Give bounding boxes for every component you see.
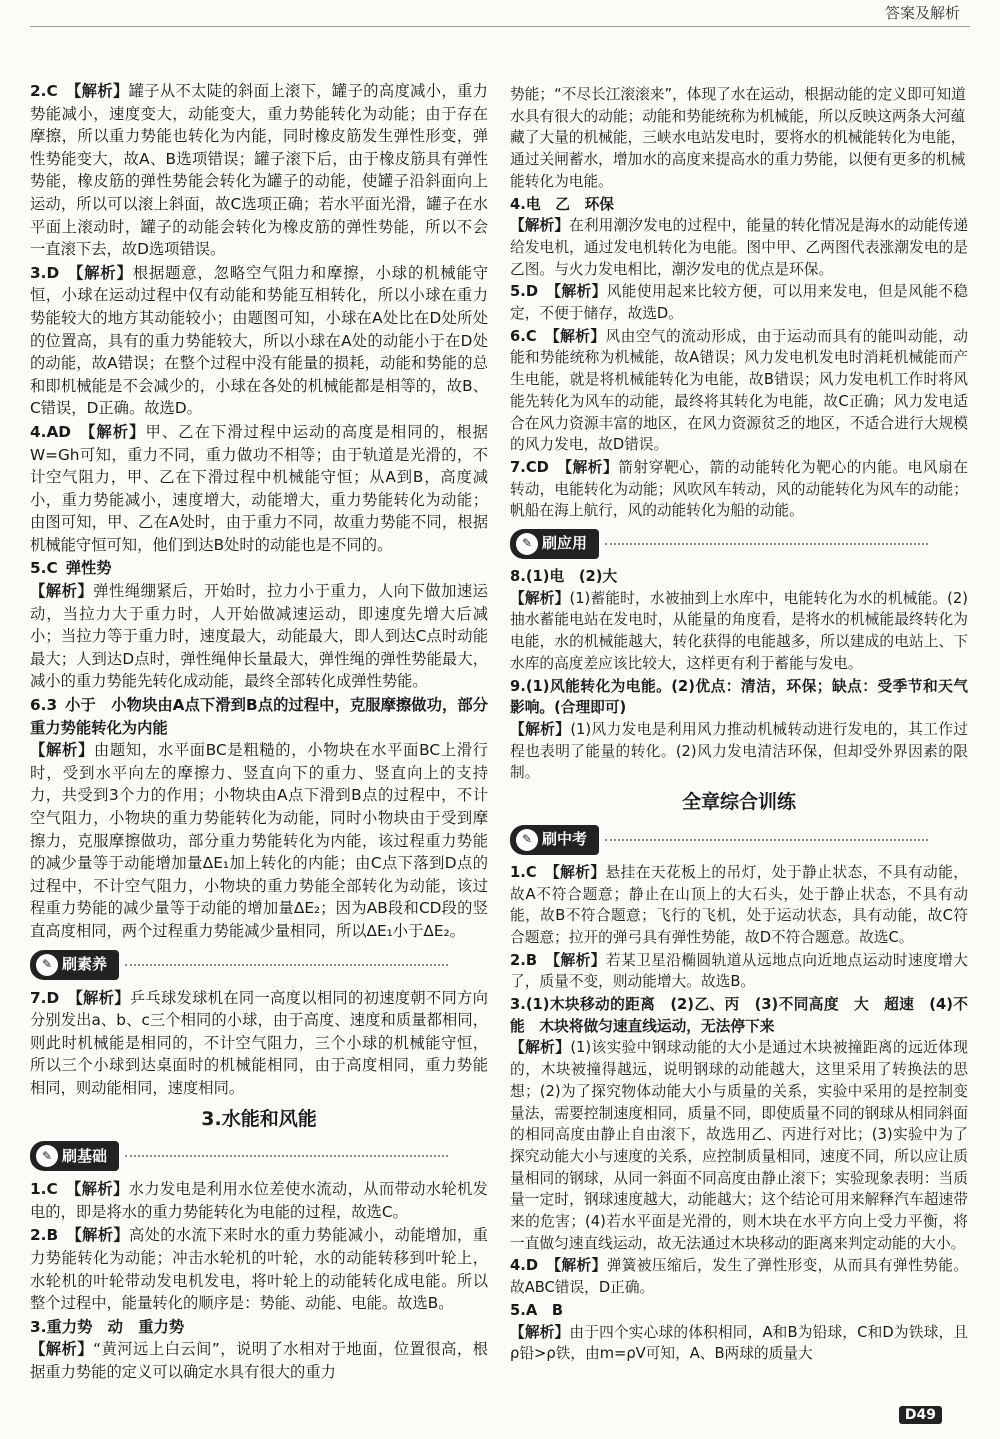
answer-choice: C bbox=[525, 327, 537, 345]
answer-body bbox=[510, 1300, 968, 1365]
answer-choice: D bbox=[525, 283, 539, 301]
banner-badge bbox=[510, 825, 599, 855]
answer-item bbox=[510, 326, 968, 456]
analysis-text: 箭射穿靶心，箭的动能转化为靶心的内能。电风扇在转动，电能转化为动能；风吹风车转动，风的动能转化为风车的动能；帆船在海上航行，风的动能转化为船的动能。 bbox=[510, 458, 968, 520]
banner-label: 刷应用 bbox=[542, 534, 588, 553]
banner-dotted-rule bbox=[125, 1155, 448, 1157]
analysis-tag: 【解析】 bbox=[544, 863, 606, 881]
answer-item bbox=[30, 262, 488, 420]
analysis-tag: 【解析】 bbox=[30, 741, 94, 760]
question-number: 8. bbox=[510, 568, 526, 586]
question-number: 4. bbox=[510, 195, 526, 213]
answer-item bbox=[510, 566, 968, 675]
answer-choice: 3 bbox=[46, 696, 58, 715]
analysis-text: 高处的水流下来时水的重力势能减小，动能增加，重力势能转化为动能；冲击水轮机的叶轮，水的动能转移到叶轮上，水轮机的叶轮带动发电机发电，将叶轮上的动能转化成电能。所以整个过程中，能量转化的顺序是：势能、动能、电能。故选B。 bbox=[30, 1226, 488, 1313]
answer-body bbox=[510, 326, 968, 456]
question-number: 2. bbox=[30, 1226, 47, 1245]
question-number: 3. bbox=[30, 263, 47, 282]
answer-item bbox=[30, 694, 488, 943]
answer-body bbox=[30, 987, 488, 1100]
banner-label: 刷基础 bbox=[62, 1146, 108, 1165]
answer-choice: C bbox=[46, 82, 58, 100]
analysis-text: 水力发电是利用水位差使水流动，从而带动水轮机发电的，即是将水的重力势能转化为电能的过程，故选C。 bbox=[30, 1180, 488, 1221]
section-title: 全章综合训练 bbox=[681, 791, 796, 814]
analysis-text: 乒乓球发球机在同一高度以相同的初速度朝不同方向分别发出a、b、c三个相同的小球，由于高度、速度和质量都相同，则此时机械能是相同的，不计空气阻力，三个小球的机械能守恒，所以三个小球到达桌面时的机械能相同，由于高度相同，重力势能相同，则动能相同，速度相同。 bbox=[30, 988, 488, 1097]
answer-item bbox=[510, 1255, 968, 1298]
answer-body bbox=[30, 80, 488, 261]
answer-choice: C bbox=[46, 1180, 58, 1199]
answer-item bbox=[30, 557, 488, 693]
analysis-tag: 【解析】 bbox=[510, 217, 570, 235]
question-number: 1. bbox=[30, 1180, 47, 1199]
analysis-tag: 【解析】 bbox=[546, 283, 607, 301]
analysis-tag: 【解析】 bbox=[510, 589, 570, 607]
analysis-text: 悬挂在天花板上的吊灯，处于静止状态，不具有动能，故A不符合题意；静止在山顶上的大石头，处于静止状态，不具有动能，故B不符合题意；飞行的飞机，处于运动状态，具有动能，故C符合题意；拉开的弹弓具有弹性势能，故D不符合题意。故选C。 bbox=[510, 863, 968, 946]
answer-body bbox=[30, 1316, 488, 1384]
analysis-text: 在利用潮汐发电的过程中，能量的转化情况是海水的动能传递给发电机，通过发电机转化为电能。图中甲、乙两图代表涨潮发电的是乙图。与火力发电相比，潮汐发电的优点是环保。 bbox=[510, 217, 968, 278]
answer-body bbox=[510, 566, 968, 675]
section-banner bbox=[30, 1138, 488, 1174]
answer-choice: C bbox=[46, 559, 58, 578]
answer-body bbox=[30, 262, 488, 420]
answer-item bbox=[510, 950, 968, 993]
analysis-text: 弹簧被压缩后，发生了弹性形变，从而具有弹性势能。故ABC错误，D正确。 bbox=[510, 1257, 968, 1297]
answer-choice: C bbox=[525, 863, 537, 881]
analysis-tag: 【解析】 bbox=[65, 82, 129, 100]
banner-badge bbox=[510, 529, 599, 559]
answer-body bbox=[510, 457, 968, 522]
answer-item bbox=[30, 1224, 488, 1314]
banner-icon: ✎ bbox=[36, 1145, 58, 1167]
analysis-tag: 【解析】 bbox=[510, 720, 571, 738]
answer-choice: B bbox=[525, 951, 538, 969]
header-divider bbox=[30, 26, 970, 27]
question-number: 3. bbox=[30, 1317, 47, 1336]
analysis-tag: 【解析】 bbox=[79, 422, 146, 441]
answer-choice: D bbox=[46, 263, 60, 282]
answer-item bbox=[510, 281, 968, 324]
question-number: 2. bbox=[510, 951, 526, 969]
answer-line: (1)风能转化为电能。(2)优点：清洁，环保；缺点：受季节和天气影响。(合理即可) bbox=[510, 677, 968, 717]
analysis-text: 弹性绳绷紧后，开始时，拉力小于重力，人向下做加速运动，当拉力大于重力时，人开始做减速运动，即速度先增大后减小；当拉力等于重力时，速度最大，动能最大，即人到达C点时动能最大；人到达D点时，弹性绳伸长量最大，弹性绳的弹性势能最大，减小的重力势能先转化成动能，最终全部转化成弹性势能。 bbox=[30, 582, 488, 691]
answer-line: A B bbox=[525, 1301, 564, 1319]
answer-body bbox=[510, 281, 968, 324]
question-number: 4. bbox=[30, 422, 47, 441]
answer-line: 重力势 动 重力势 bbox=[46, 1317, 185, 1336]
analysis-tag: 【解析】 bbox=[556, 458, 619, 476]
question-number: 7. bbox=[510, 458, 526, 476]
question-number: 2. bbox=[30, 82, 47, 100]
analysis-text: 根据题意，忽略空气阻力和摩擦，小球的机械能守恒，小球在运动过程中仅有动能和势能互相转化，所以小球在重力势能较大的地方其动能较小；由题图可知，小球在A处比在D处所处的位置高，具有的重力势能较大，所以小球在A处的动能小于在D处的动能，故A错误；在整个过程中没有能量的损耗，动能和势能的总和即机械能是不会减少的，小球在各处的机械能都是相等的，故B、C错误，D正确。故选D。 bbox=[30, 263, 488, 418]
analysis-tag: 【解析】 bbox=[510, 1039, 571, 1057]
answer-body bbox=[510, 862, 968, 949]
analysis-text: 风由空气的流动形成，由于运动而具有的能叫动能，动能和势能统称为机械能，故A错误；风力发电机发电时消耗机械能而产生电能，就是将机械能转化为电能，故B错误；风力发电机工作时将风能先转化为风车的动能，最终将其转化为电能，故C正确；风力发电适合在风力资源丰富的地区，在风力资源贫乏的地区，不适合进行大规模的风力发电，故D错误。 bbox=[510, 327, 968, 454]
answer-line: 小于 小物块由A点下滑到B点的过程中，克服摩擦做功，部分重力势能转化为内能 bbox=[30, 696, 488, 737]
banner-label: 刷素养 bbox=[62, 955, 108, 974]
answer-item bbox=[30, 1316, 488, 1384]
banner-badge bbox=[30, 1141, 119, 1171]
question-number: 6. bbox=[510, 327, 526, 345]
analysis-tag: 【解析】 bbox=[510, 1323, 570, 1341]
analysis-text: (1)风力发电是利用风力推动机械转动进行发电的，其工作过程也表明了能量的转化。(2)风力发电清洁环保，但却受外界因素的限制。 bbox=[510, 720, 968, 782]
question-number: 7. bbox=[30, 988, 47, 1007]
answer-item bbox=[510, 194, 968, 281]
answer-choice: B bbox=[46, 1226, 59, 1245]
question-number: 9. bbox=[510, 677, 526, 695]
answer-item bbox=[30, 987, 488, 1100]
answer-choice: D bbox=[525, 1257, 539, 1275]
analysis-text: (1)蓄能时，水被抽到上水库中，电能转化为水的机械能。(2)抽水蓄能电站在发电时，从能量的角度看，是将水的机械能最终转化为电能，水的机械能越大，转化获得的电能越多，所以建成的电站上、下水库的高度差应该比较大，这样更有利于蓄能与发电。 bbox=[510, 589, 968, 672]
answer-body bbox=[510, 950, 968, 993]
analysis-tag: 【解析】 bbox=[544, 327, 606, 345]
answer-body bbox=[510, 676, 968, 785]
analysis-tag: 【解析】 bbox=[546, 1257, 607, 1275]
banner-dotted-rule bbox=[605, 543, 928, 545]
answer-body bbox=[30, 694, 488, 943]
analysis-text: 风能使用起来比较方便，可以用来发电，但是风能不稳定，不便于储存，故选D。 bbox=[510, 283, 968, 323]
answer-item bbox=[510, 457, 968, 522]
answer-body bbox=[510, 1255, 968, 1298]
answer-line: 电 乙 环保 bbox=[525, 195, 614, 213]
answer-body bbox=[510, 194, 968, 281]
answer-item bbox=[30, 1178, 488, 1223]
question-number: 1. bbox=[510, 863, 526, 881]
answer-line: (1)电 (2)大 bbox=[525, 568, 618, 586]
answer-item bbox=[30, 80, 488, 261]
answer-item bbox=[510, 862, 968, 949]
answer-item bbox=[30, 421, 488, 557]
question-number: 5. bbox=[510, 283, 526, 301]
page-header: 答案及解析 bbox=[884, 4, 960, 22]
question-number: 5. bbox=[510, 1301, 526, 1319]
analysis-text: 罐子从不太陡的斜面上滚下，罐子的高度减小，重力势能减小，速度变大，动能变大，重力势能转化为动能；由于存在摩擦，所以重力势能也转化为内能，同时橡皮筋发生弹性形变，弹性势能变大，故A、B选项错误；罐子滚下后，由于橡皮筋具有弹性势能，橡皮筋的弹性势能会转化为罐子的动能，使罐子沿斜面向上运动，所以可以滚上斜面，故C选项正确；若水平面光滑，罐子在水平面上滚动时，罐子的动能会转化为橡皮筋的弹性势能，所以不会一直滚下去，故D选项错误。 bbox=[30, 82, 488, 259]
analysis-text: (1)该实验中钢球动能的大小是通过木块被撞距离的远近体现的，木块被撞得越远，说明钢球的动能越大，这里采用了转换法的思想；(2)为了探究物体动能大小与质量的关系，实验中采用的是控制变量法，需要控制速度相同，质量不同，即使质量不同的钢球从相同斜面的相同高度由静止自由滚下，故选用乙、丙进行对比；(3)实验中为了探究动能大小与速度的关系，应控制质量相同，速度不同，所以应让质量相同的钢球，从同一斜面不同高度由静止滚下；实验现象表明：当质量一定时，钢球速度越大，动能越大；这个结论可用来解释汽车超速带来的危害；(4)若水平面是光滑的，则木块在水平方向上受力平衡，将一直做匀速直线运动，故无法通过木块移动的距离来判定动能的大小。 bbox=[510, 1039, 968, 1252]
section-banner bbox=[510, 822, 968, 858]
analysis-text: 由于四个实心球的体积相同，A和B为铅球，C和D为铁球，且ρ铅>ρ铁，由m=ρV可知，A、B两球的质量大 bbox=[510, 1323, 968, 1363]
banner-label: 刷中考 bbox=[542, 829, 588, 848]
banner-icon: ✎ bbox=[516, 829, 538, 851]
answer-line: 弹性势 bbox=[65, 559, 112, 578]
banner-badge bbox=[30, 950, 119, 980]
analysis-text: 若某卫星沿椭圆轨道从远地点向近地点运动时速度增大了，质量不变，则动能增大。故选B。 bbox=[510, 951, 968, 991]
analysis-text: 甲、乙在下滑过程中运动的高度是相同的，根据W=Gh可知，重力不同，重力做功不相等；由于轨道是光滑的，不计空气阻力，甲、乙在下滑过程中机械能守恒；从A到B，高度减小，重力势能减小，速度增大，动能增大，重力势能转化为动能；由图可知，甲、乙在A处时，由于重力不同，故重力势能不同，根据机械能守恒可知，他们到达B处时的动能也是不同的。 bbox=[30, 422, 488, 554]
banner-icon: ✎ bbox=[516, 533, 538, 555]
question-number: 5. bbox=[30, 559, 47, 578]
answer-body bbox=[30, 1178, 488, 1223]
answer-choice: D bbox=[46, 988, 60, 1007]
analysis-text: 由题知，水平面BC是粗糙的，小物块在水平面BC上滑行时，受到水平向左的摩擦力、竖直向下的重力、竖直向上的支持力，共受到3个力的作用；小物块由A点下滑到B点的过程中，不计空气阻力，小物块的重力势能转化为动能，同时小物块由于受到摩擦力，克服摩擦做功，部分重力势能转化为内能，该过程重力势能的减少量等于动能增加量ΔE₁加上转化的内能；由C点下落到D点的过程中，不计空气阻力，小物块的重力势能全部转化为动能，该过程重力势能的减少量等于动能的增加量ΔE₂；因为AB段和CD段的竖直高度相同，两个过程重力势能减少量相同，所以ΔE₁小于ΔE₂。 bbox=[30, 741, 488, 940]
answer-body bbox=[30, 557, 488, 693]
section-banner bbox=[510, 526, 968, 562]
answer-item bbox=[510, 1300, 968, 1365]
section-title: 3.水能和风能 bbox=[201, 1107, 317, 1130]
section-banner bbox=[30, 947, 488, 983]
banner-icon: ✎ bbox=[36, 954, 58, 976]
answer-choice: AD bbox=[46, 422, 72, 441]
analysis-tag: 【解析】 bbox=[30, 1340, 94, 1359]
analysis-tag: 【解析】 bbox=[545, 951, 606, 969]
question-number: 6. bbox=[30, 696, 47, 715]
analysis-tag: 【解析】 bbox=[67, 263, 133, 282]
analysis-tag: 【解析】 bbox=[65, 1180, 129, 1199]
answer-continuation: 势能；“不尽长江滚滚来”，体现了水在运动，根据动能的定义即可知道水具有很大的动能；动能和势能统称为机械能，所以反映这两条大河蕴藏了大量的机械能，三峡水电站发电时，要将水的机械能转化为电能，通过关闸蓄水，增加水的高度来提高水的重力势能，以便有更多的机械能转化为电能。 bbox=[510, 86, 966, 190]
analysis-tag: 【解析】 bbox=[66, 1226, 129, 1245]
right-column bbox=[510, 84, 968, 1366]
answer-choice: CD bbox=[525, 458, 549, 476]
banner-dotted-rule bbox=[605, 839, 928, 841]
left-column bbox=[30, 80, 488, 1384]
analysis-tag: 【解析】 bbox=[67, 988, 130, 1007]
analysis-tag: 【解析】 bbox=[30, 582, 94, 601]
question-number: 3. bbox=[510, 996, 526, 1014]
analysis-text: “黄河远上白云间”，说明了水相对于地面，位置很高，根据重力势能的定义可以确定水具有很大的重力 bbox=[30, 1340, 488, 1381]
answer-body bbox=[510, 994, 968, 1254]
answer-body bbox=[30, 1224, 488, 1314]
answer-body bbox=[30, 421, 488, 557]
answer-item bbox=[510, 994, 968, 1254]
answer-line: (1)木块移动的距离 (2)乙、丙 (3)不同高度 大 超速 (4)不能 木块将做匀速直线运动，无法停下来 bbox=[510, 996, 968, 1035]
answer-item bbox=[510, 676, 968, 785]
page-number: D49 bbox=[899, 1406, 942, 1424]
question-number: 4. bbox=[510, 1257, 526, 1275]
banner-dotted-rule bbox=[125, 964, 448, 966]
